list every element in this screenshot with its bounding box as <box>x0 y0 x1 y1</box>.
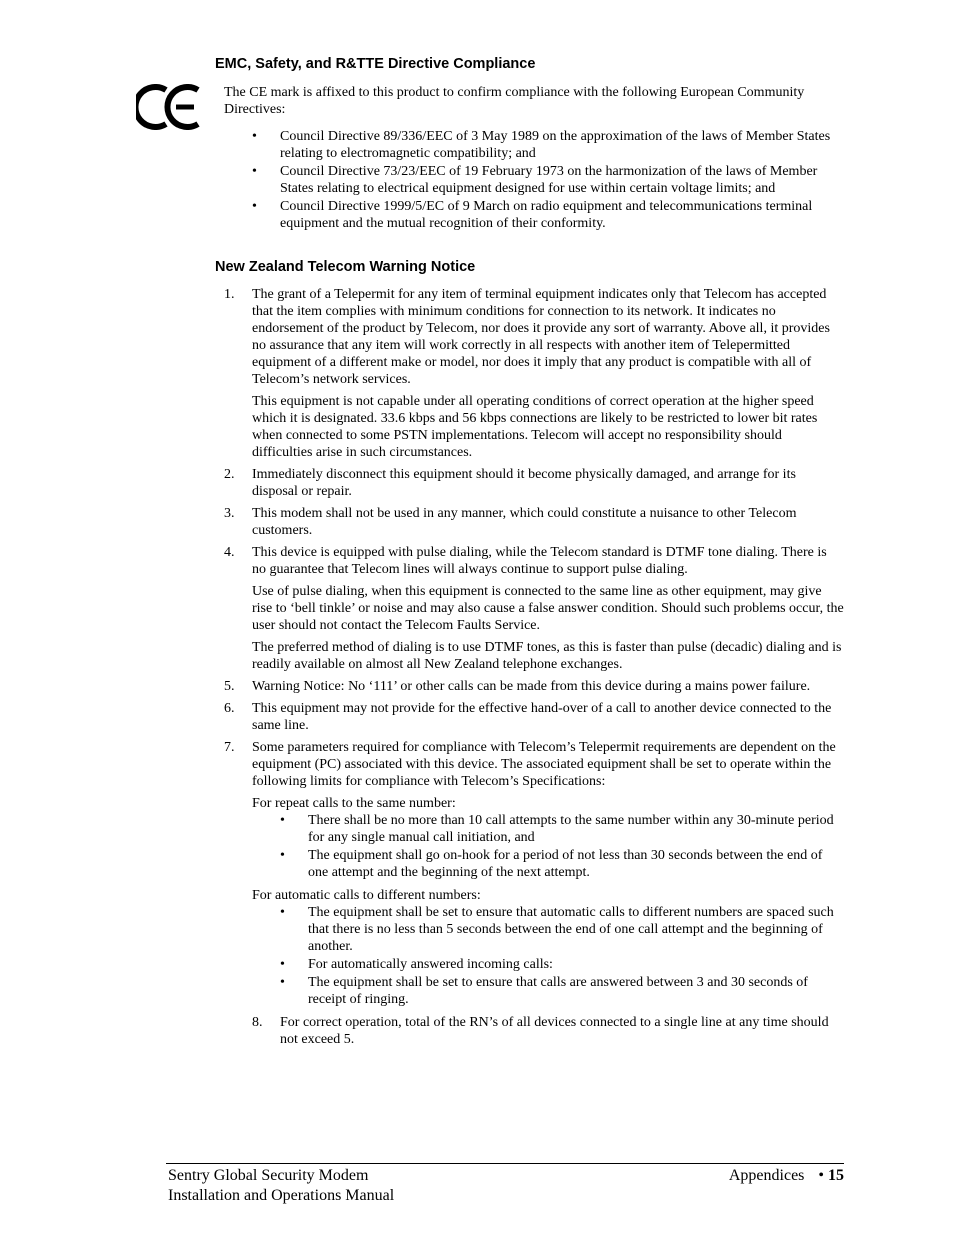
list-item: • For automatically answered incoming calls: <box>280 957 553 972</box>
nz-notice-list <box>224 286 844 1048</box>
list-item: • The equipment shall be set to ensure that calls are answered between 3 and 30 seconds of receipt of ringing. <box>280 975 808 1007</box>
list-item: 8. For correct operation, total of the RN’s of all devices connected to a single line at any time should not exceed 5. <box>252 1015 829 1047</box>
list-item: 6. This equipment may not provide for the effective hand-over of a call to another device connected to the same line. <box>224 701 832 733</box>
footer-section-name: Appendices <box>728 1167 805 1184</box>
footer-page-info <box>718 1166 844 1186</box>
section-heading-nz-telecom: New Zealand Telecom Warning Notice <box>215 259 476 275</box>
list-item: • There shall be no more than 10 call attempts to the same number within any 30-minute period for any single manual call initiation, and <box>280 813 834 845</box>
footer-divider <box>166 1163 844 1164</box>
ce-intro: The CE mark is affixed to this product to confirm compliance with the following European Community Directives: <box>224 85 805 117</box>
ce-mark-icon <box>136 84 204 130</box>
list-item: • Council Directive 89/336/EEC of 3 May 1989 on the approximation of the laws of Member States relating to electromagnetic compatibility; and <box>252 129 831 161</box>
list-item: 5. Warning Notice: No ‘111’ or other calls can be made from this device during a mains power failure. <box>224 679 811 694</box>
list-item: • Council Directive 73/23/EEC of 19 February 1973 on the harmonization of the laws of Member States relating to electrical equipment designed for use within certain voltage limits; and <box>252 164 818 196</box>
ce-mark-logo <box>136 84 204 130</box>
page-number: 15 <box>828 1167 844 1184</box>
list-item: 4. This device is equipped with pulse dialing, while the Telecom standard is DTMF tone dialing. There is no guarantee that Telecom lines will always continue to support pulse dialing. Use of pulse dialing, when this equipment is connected to the same line as other equipment, may give rise to ‘bell tinkle’ or noise and may also cause a false answer condition. Should such problems occur, the user should not contact the Telecom Faults Service. The preferred method of dialing is to use DTMF tones, as this is faster than pulse (decadic) dialing and is readily available on almost all New Zealand telephone exchanges. <box>224 545 844 672</box>
list-item: • The equipment shall go on-hook for a period of not less than 30 seconds between the end of one attempt and the beginning of the next attempt. <box>280 848 823 880</box>
list-item: 1. The grant of a Telepermit for any item of terminal equipment indicates only that Telecom has accepted that the item complies with minimum conditions for connection to its network. It indicates no endorsement of the product by Telecom, nor does it provide any sort of warranty. Above all, it provides no assurance that any item will work correctly in all respects with another item of Telepermitted equipment of a different make or model, nor does it imply that any product is compatible with all of Telecom’s network services. This equipment is not capable under all operating conditions of correct operation at the higher speed which it is designated. 33.6 kbps and 56 kbps connections are likely to be restricted to lower bit rates when connected to some PSTN implementations. Telecom will accept no responsibility should difficulties arise in such circumstances. <box>224 287 830 460</box>
bullet-icon: • <box>818 1167 824 1184</box>
footer-doc-title: Sentry Global Security Modem Installation and Operations Manual <box>168 1167 395 1204</box>
directive-list <box>252 128 844 233</box>
section-heading-compliance: EMC, Safety, and R&TTE Directive Compliance <box>215 56 536 72</box>
list-item: 2. Immediately disconnect this equipment should it become physically damaged, and arrange for its disposal or repair. <box>224 467 796 499</box>
list-item: 3. This modem shall not be used in any manner, which could constitute a nuisance to other Telecom customers. <box>224 506 797 538</box>
list-item: 7. Some parameters required for compliance with Telecom’s Telepermit requirements are dependent on the equipment (PC) associated with this device. The associated equipment shall be set to operate within the following limits for compliance with Telecom’s Specifications: For repeat calls to the same number: • There shall be no more than 10 call attempts to the same number within any 30-minute period for any single manual call initiation, and • The equipment shall go on-hook for a period of not less than 30 seconds between the end of one attempt and the beginning of the next attempt. For automatic calls to different numbers: • The equipment shall be set to ensure that automatic calls to different numbers are spaced such that there is no less than 5 seconds between the end of one call attempt and the beginning of another. • For automatically answered incoming calls: • The equipment shall be set to ensure that calls are answered between 3 and 30 seconds of receipt of ringing. 8. For correct operation, total of the RN’s of all devices connected to a single line at any time should not exceed 5. <box>224 739 844 1048</box>
list-item: • The equipment shall be set to ensure that automatic calls to different numbers are spaced such that there is no less than 5 seconds between the end of one call attempt and the beginning of another. <box>280 905 834 954</box>
list-item: • Council Directive 1999/5/EC of 9 March on radio equipment and telecommunications terminal equipment and the mutual recognition of their conformity. <box>252 199 813 231</box>
